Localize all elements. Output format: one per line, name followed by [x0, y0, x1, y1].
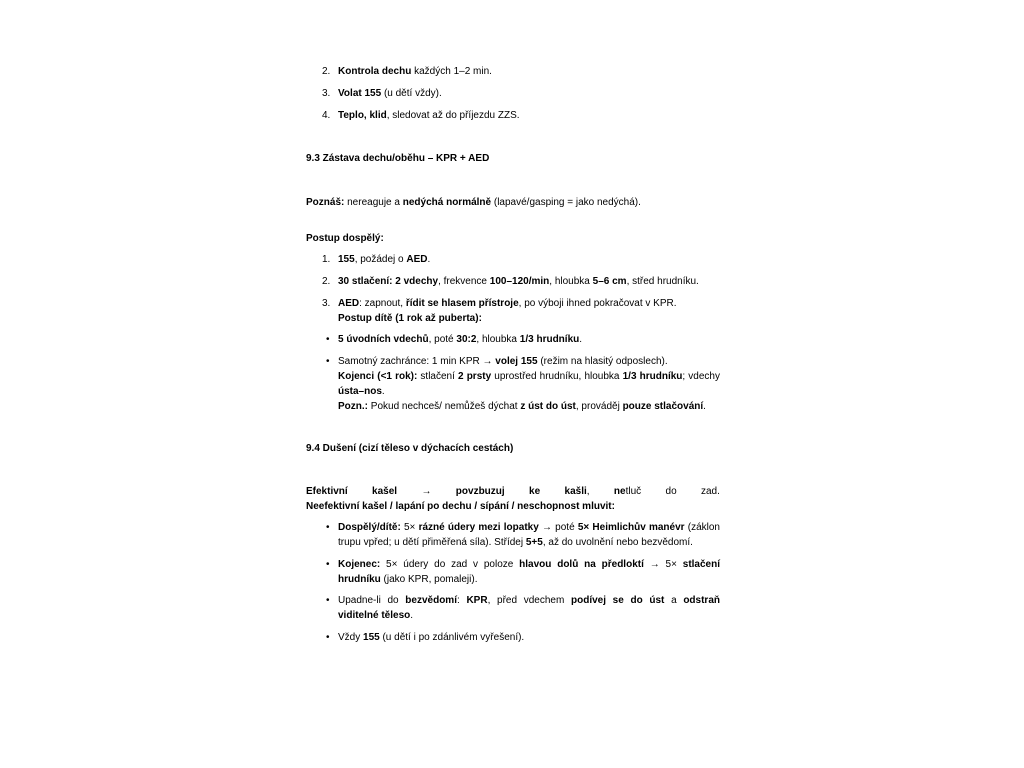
text-run: , hloubka	[549, 276, 593, 287]
text-run: → 5×	[643, 559, 683, 570]
bullet-item	[306, 593, 720, 623]
recognize-paragraph	[306, 195, 720, 210]
list-text	[338, 252, 720, 267]
text-run: Upadne-li do	[338, 595, 406, 606]
text-run: KPR	[466, 595, 488, 606]
word	[565, 484, 590, 499]
text-run: , po výboji ihned pokračovat v KPR.	[518, 298, 677, 309]
subheading-adult: Postup dospělý:	[306, 233, 384, 244]
text-run: (jako KPR, pomaleji).	[380, 574, 478, 585]
text-run: 30:2	[456, 334, 477, 345]
bullet-item	[306, 557, 720, 587]
text-run: ústa–nos	[338, 386, 382, 397]
text-run: Poznáš:	[306, 197, 345, 208]
text-run: hlavou dolů na předloktí	[519, 559, 644, 570]
text-run: Pokud nechceš/ nemůžeš dýchat	[368, 401, 521, 412]
text-run: Efektivní	[306, 486, 348, 497]
text-run: 5× Heimlichův manévr	[577, 522, 685, 533]
text-run: povzbuzuj	[455, 486, 505, 497]
text-run: každých 1–2 min.	[411, 66, 492, 77]
text-run: , hloubka	[476, 334, 520, 345]
text-run: rázné údery mezi lopatky	[418, 522, 539, 533]
word	[421, 484, 431, 499]
list-text	[338, 557, 720, 587]
list-text	[338, 593, 720, 623]
bullet-icon: •	[326, 632, 330, 643]
section-heading: 9.3 Zástava dechu/oběhu – KPR + AED	[306, 153, 490, 164]
list-text	[338, 369, 720, 399]
bullet-icon: •	[326, 559, 330, 570]
text-run: , poté	[428, 334, 457, 345]
bullet-item	[306, 630, 720, 645]
text-run: → poté	[538, 522, 578, 533]
text-run: 155	[363, 632, 380, 643]
text-run: ,	[586, 486, 590, 497]
text-run: (u dětí i po zdánlivém vyřešení).	[379, 632, 525, 643]
list-text	[338, 520, 720, 550]
word	[614, 484, 641, 499]
text-run: (záklon trupu vpřed; u dětí přiměřená síla). Střídej	[338, 522, 720, 548]
list-text	[338, 399, 720, 414]
text-run: , požádej o	[354, 254, 407, 265]
text-run: pouze stlačování	[622, 401, 704, 412]
list-text	[338, 332, 720, 347]
text-run: uprostřed hrudníku, hloubka	[491, 371, 623, 382]
text-run: Pozn.:	[338, 401, 368, 412]
text-run: stlačení hrudníku	[338, 559, 721, 585]
bullet-item	[306, 520, 720, 550]
list-number: 3.	[322, 88, 331, 99]
text-run: 5+5	[525, 537, 543, 548]
bullet-icon: •	[326, 595, 330, 606]
text-run: Volat 155	[338, 88, 382, 99]
list-text	[338, 274, 720, 289]
text-run: nereaguje a	[344, 197, 403, 208]
text-run: →	[421, 486, 432, 497]
list-text	[338, 86, 720, 101]
list-text	[338, 630, 720, 645]
text-run: řídit se hlasem přístroje	[405, 298, 519, 309]
text-run: odstraň viditelné těleso	[338, 595, 720, 621]
text-run: , střed hrudníku.	[626, 276, 699, 287]
bullet-item	[306, 332, 720, 347]
text-run: kašel	[372, 486, 398, 497]
list-number: 4.	[322, 110, 331, 121]
text-run: .	[703, 401, 706, 412]
text-run: 30 stlačení: 2 vdechy	[338, 276, 439, 287]
text-run: a	[664, 595, 684, 606]
list-text-wrap	[338, 354, 720, 414]
bullet-icon: •	[326, 356, 330, 367]
word	[529, 484, 540, 499]
section-heading: 9.4 Dušení (cizí těleso v dýchacích cestách)	[306, 443, 514, 454]
text-run: AED	[406, 254, 428, 265]
text-run: do	[665, 486, 677, 497]
text-run: Kojenec:	[338, 559, 381, 570]
list-number: 1.	[322, 254, 331, 265]
text-run: :	[456, 595, 467, 606]
list-item	[306, 64, 720, 79]
list-number: 3.	[322, 298, 331, 309]
text-run: ; vdechy	[682, 371, 720, 382]
list-number: 2.	[322, 66, 331, 77]
text-run: : zapnout,	[359, 298, 406, 309]
text-run: bezvědomí	[405, 595, 457, 606]
text-run: ne	[613, 486, 626, 497]
bullet-item	[306, 354, 720, 414]
word	[456, 484, 505, 499]
text-run: podívej se do úst	[571, 595, 665, 606]
list-text	[338, 108, 720, 123]
text-run: , prováděj	[575, 401, 623, 412]
list-text	[338, 64, 720, 79]
subheading-child: Postup dítě (1 rok až puberta):	[338, 313, 482, 324]
text-run: ke	[529, 486, 541, 497]
text-run: .	[381, 386, 385, 397]
list-item	[306, 274, 720, 289]
bullet-icon: •	[326, 522, 330, 533]
list-number: 2.	[322, 276, 331, 287]
text-run: AED	[338, 298, 360, 309]
text-run: .	[579, 334, 583, 345]
effective-cough-line	[306, 484, 720, 499]
text-run: 1/3 hrudníku	[519, 334, 580, 345]
text-run: , až do uvolnění nebo bezvědomí.	[542, 537, 693, 548]
list-item	[306, 252, 720, 267]
list-text	[338, 354, 720, 369]
word	[306, 484, 348, 499]
text-run: 155	[338, 254, 355, 265]
text-run: , frekvence	[438, 276, 490, 287]
text-run: (u dětí vždy).	[381, 88, 442, 99]
text-run: z úst do úst	[520, 401, 576, 412]
text-run: 5–6 cm	[592, 276, 627, 287]
text-run: Samotný zachránce: 1 min KPR →	[338, 356, 496, 367]
text-run: tluč	[625, 486, 642, 497]
text-run: (lapavé/gasping = jako nedýchá).	[491, 197, 641, 208]
text-run: Vždy	[338, 632, 364, 643]
text-run: Dospělý/dítě:	[338, 522, 401, 533]
text-run: .	[427, 254, 431, 265]
text-run: .	[410, 610, 414, 621]
text-run: volej 155	[495, 356, 538, 367]
text-run: 5× údery do zad v poloze	[380, 559, 520, 570]
text-run: zad.	[701, 486, 720, 497]
text-run: Kojenci (<1 rok):	[338, 371, 418, 382]
list-item	[306, 108, 720, 123]
text-run: stlačení	[417, 371, 459, 382]
list-item	[306, 86, 720, 101]
text-run: 5 úvodních vdechů	[338, 334, 429, 345]
text-run: Teplo, klid	[338, 110, 387, 121]
list-text	[338, 296, 720, 311]
text-run: nedýchá normálně	[402, 197, 492, 208]
word	[701, 484, 720, 499]
word	[666, 484, 677, 499]
text-run: Kontrola dechu	[338, 66, 412, 77]
word	[372, 484, 397, 499]
text-run: , před vdechem	[487, 595, 571, 606]
bullet-icon: •	[326, 334, 330, 345]
text-run: 2 prsty	[458, 371, 492, 382]
text-run: , sledovat až do příjezdu ZZS.	[386, 110, 520, 121]
text-run: kašli	[564, 486, 587, 497]
text-run: (režim na hlasitý odposlech).	[537, 356, 668, 367]
list-text-wrap	[338, 296, 720, 326]
list-item	[306, 296, 720, 326]
text-run: 100–120/min	[489, 276, 550, 287]
text-run: 5×	[400, 522, 419, 533]
ineffective-cough-line: Neefektivní kašel / lapání po dechu / sípání / neschopnost mluvit:	[306, 501, 615, 512]
text-run: 1/3 hrudníku	[622, 371, 683, 382]
